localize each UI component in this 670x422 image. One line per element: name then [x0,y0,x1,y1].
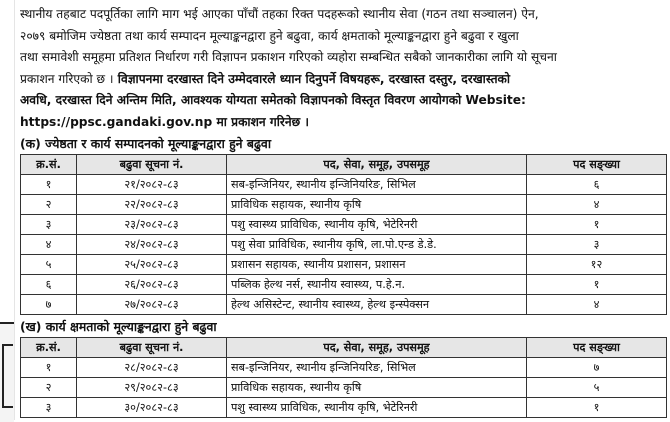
post-cell: प्राविधिक सहायक, स्थानीय कृषि [227,194,527,214]
notice-no-cell: २५/२०८२-८३ [77,254,227,274]
post-cell: सब-इन्जिनियर, स्थानीय इन्जिनियरिङ, सिभिल [227,357,527,377]
post-count-cell: ४ [527,294,667,314]
post-count-cell: ७ [527,357,667,377]
intro-paragraph [20,0,668,134]
header-serial: क्र.सं. [21,337,77,357]
notice-no-cell: २२/२०८२-८३ [77,194,227,214]
serial-cell: २ [21,194,77,214]
table-header-row [21,154,667,174]
notice-no-cell: २९/२०८२-८३ [77,377,227,397]
post-cell: पशु स्वास्थ्य प्राविधिक, स्थानीय कृषि, भेटेरिनरी [227,397,527,417]
notice-no-cell: २३/२०८२-८३ [77,214,227,234]
table-row [21,357,667,377]
notice-no-cell: २६/२०८२-८३ [77,274,227,294]
table-row [21,294,667,314]
left-edge-fragment [0,322,14,422]
notice-no-cell: २८/२०८२-८३ [77,357,227,377]
section-b-title: (ख) कार्य क्षमताको मूल्याङ्कनद्वारा हुने बढुवा [20,318,217,334]
notice-no-cell: २४/२०८२-८३ [77,234,227,254]
serial-cell: ३ [21,397,77,417]
table-row [21,274,667,294]
section-a-title: (क) ज्येष्ठता र कार्य सम्पादनको मूल्याङ्कनद्वारा हुने बढुवा [20,135,272,151]
table-row [21,174,667,194]
post-cell: पब्लिक हेल्थ नर्स, स्थानीय स्वास्थ्य, प.हे.न. [227,274,527,294]
notice-no-cell: २१/२०८२-८३ [77,174,227,194]
serial-cell: १ [21,174,77,194]
post-cell: हेल्थ असिस्टेन्ट, स्थानीय स्वास्थ्य, हेल्थ इन्स्पेक्सन [227,294,527,314]
post-count-cell: ४ [527,194,667,214]
header-post: पद, सेवा, समूह, उपसमूह [227,337,527,357]
post-count-cell: १ [527,274,667,294]
post-cell: सब-इन्जिनियर, स्थानीय इन्जिनियरिङ, सिभिल [227,174,527,194]
intro-line: स्थानीय तहबाट पदपूर्तिका लागि माग भई आएका पाँचौं तहका रिक्त पदहरूको स्थानीय सेवा (गठन तथा सञ्चालन) ऐन, [20,7,539,21]
notice-no-cell: ३०/२०८२-८३ [77,397,227,417]
serial-cell: ३ [21,214,77,234]
serial-cell: ६ [21,274,77,294]
post-count-cell: ६ [527,174,667,194]
header-serial: क्र.सं. [21,154,77,174]
header-notice-no: बढुवा सूचना नं. [77,154,227,174]
serial-cell: १ [21,357,77,377]
notice-no-cell: २७/२०८२-८३ [77,294,227,314]
left-margin-strip [0,0,15,420]
table-row [21,397,667,417]
intro-text: प्रकाशन गरिएको छ । [20,71,114,86]
serial-cell: ७ [21,294,77,314]
post-cell: पशु स्वास्थ्य प्राविधिक, स्थानीय कृषि, भेटेरिनरी [227,214,527,234]
table-header-row [21,337,667,357]
header-notice-no: बढुवा सूचना नं. [77,337,227,357]
serial-cell: २ [21,377,77,397]
post-cell: प्राविधिक सहायक, स्थानीय कृषि [227,377,527,397]
post-count-cell: १ [527,397,667,417]
post-count-cell: १ [527,214,667,234]
post-count-cell: १२ [527,254,667,274]
header-post: पद, सेवा, समूह, उपसमूह [227,154,527,174]
post-count-cell: ५ [527,377,667,397]
table-row [21,194,667,214]
intro-bold-text: विज्ञापनमा दरखास्त दिने उम्मेदवारले ध्यान दिनुपर्ने विषयहरू, दरखास्त दस्तुर, दरखास्तको [113,71,511,86]
post-cell: पशु सेवा प्राविधिक, स्थानीय कृषि, ला.पो.एन्ड डे.डे. [227,234,527,254]
header-post-count: पद सङ्ख्या [527,154,667,174]
table-row [21,214,667,234]
intro-line [20,112,668,134]
table-row [21,377,667,397]
section-b-table [20,337,667,418]
post-count-cell: ३ [527,234,667,254]
intro-bold-text: अवधि, दरखास्त दिने अन्तिम मिति, आवश्यक योग्यता समेतको विज्ञापनको विस्तृत विवरण आयोगको Website: [20,93,526,108]
section-a-table [20,154,667,315]
intro-line: २०७९ बमोजिम ज्येष्ठता तथा कार्य सम्पादन मूल्याङ्कनद्वारा हुने बढुवा, कार्य क्षमताको मूल्याङ्कनद्वारा हुने बढुवा र खुला [20,28,519,43]
header-post-count: पद सङ्ख्या [527,337,667,357]
intro-line [20,90,668,112]
intro-line [20,69,668,91]
serial-cell: ५ [21,254,77,274]
table-row [21,254,667,274]
intro-line: तथा समावेशी समूहमा प्रतिशत निर्धारण गरी विज्ञापन प्रकाशन गरिएको व्यहोरा सम्बन्धित सबैको जानकारीका लागि यो सूचना [20,50,557,65]
website-link[interactable]: https://ppsc.gandaki.gov.np मा प्रकाशन गरिनेछ । [20,114,310,129]
serial-cell: ४ [21,234,77,254]
table-row [21,234,667,254]
notice-content [20,0,668,418]
post-cell: प्रशासन सहायक, स्थानीय प्रशासन, प्रशासन [227,254,527,274]
